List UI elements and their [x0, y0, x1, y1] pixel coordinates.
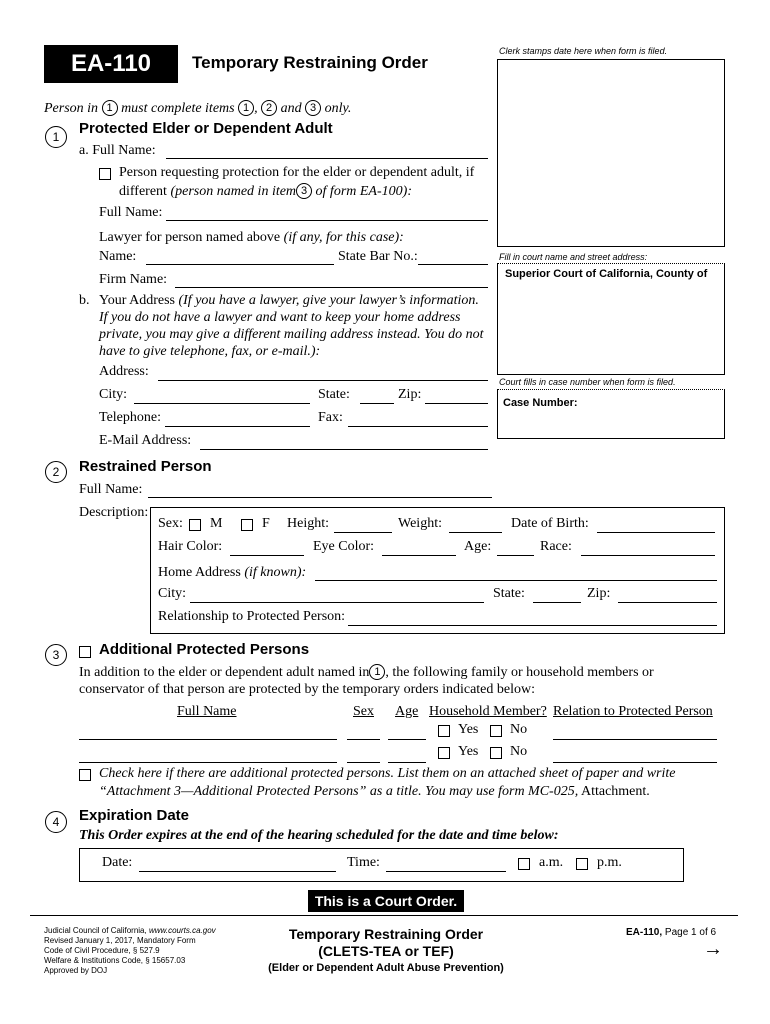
address-field[interactable] — [158, 380, 488, 381]
footer-rule — [30, 915, 738, 916]
telephone-field[interactable] — [165, 426, 310, 427]
restrained-city-field[interactable] — [190, 602, 484, 603]
race-field[interactable] — [581, 555, 715, 556]
row1-no-label: No — [510, 722, 528, 737]
label-email: E-Mail Address: — [99, 433, 192, 448]
person-requesting-text-1: Person requesting protection for the elder or dependent adult, if — [119, 165, 475, 180]
next-page-arrow-icon: → — [703, 938, 723, 960]
pm-checkbox[interactable] — [576, 858, 588, 870]
row1-age-field[interactable] — [388, 739, 426, 740]
label-city: City: — [99, 387, 128, 402]
requester-full-name-field[interactable] — [166, 220, 488, 221]
hair-color-field[interactable] — [230, 555, 304, 556]
label-protected-full-name: a. Full Name: — [79, 143, 156, 158]
label-age: Age: — [464, 539, 492, 554]
person-requesting-text-2: different (person named in item 3 of form EA-100): — [119, 184, 412, 199]
row2-yes-checkbox[interactable] — [438, 747, 450, 759]
label-restrained-state: State: — [493, 586, 525, 601]
row1-yes-checkbox[interactable] — [438, 725, 450, 737]
city-field[interactable] — [134, 403, 310, 404]
address-instructions-3: private, you may give a different mailing address instead. You do not — [99, 327, 484, 342]
person-requesting-checkbox[interactable] — [99, 168, 111, 180]
court-name-label: Superior Court of California, County of — [505, 268, 708, 280]
row2-sex-field[interactable] — [347, 762, 380, 763]
label-requester-full-name: Full Name: — [99, 205, 163, 220]
firm-name-field[interactable] — [175, 287, 488, 288]
label-am: a.m. — [539, 855, 564, 870]
sex-m-checkbox[interactable] — [189, 519, 201, 531]
label-eye-color: Eye Color: — [313, 539, 375, 554]
label-description: Description: — [79, 505, 149, 520]
label-restrained-city: City: — [158, 586, 187, 601]
address-instructions-2: If you do not have a lawyer and want to keep your home address — [99, 310, 461, 325]
age-field[interactable] — [497, 555, 534, 556]
label-hair-color: Hair Color: — [158, 539, 223, 554]
row1-full-name-field[interactable] — [79, 739, 337, 740]
sex-f-checkbox[interactable] — [241, 519, 253, 531]
address-instructions-1: Your Address (If you have a lawyer, give your lawyer’s information. — [99, 293, 479, 308]
label-state: State: — [318, 387, 350, 402]
protected-full-name-field[interactable] — [166, 158, 488, 159]
label-dob: Date of Birth: — [511, 516, 589, 531]
label-restrained-full-name: Full Name: — [79, 482, 143, 497]
case-number-note: Court fills in case number when form is filed. — [499, 377, 676, 387]
additional-persons-checkbox[interactable] — [79, 646, 91, 658]
attachment-text-1: Check here if there are additional protected persons. List them on an attached sheet of paper and write — [99, 766, 676, 781]
label-height: Height: — [287, 516, 329, 531]
label-address: Address: — [99, 364, 149, 379]
section-1-number: 1 — [45, 126, 67, 148]
footer-citation: Judicial Council of California, www.courts.ca.gov Revised January 1, 2017, Mandatory Form Code of Civil Procedure, § 527.9 Welfare & Institutions Code, § 15657.03 Approved by DOJ — [44, 926, 216, 975]
am-checkbox[interactable] — [518, 858, 530, 870]
state-bar-field[interactable] — [418, 264, 488, 265]
label-date: Date: — [102, 855, 133, 870]
address-instructions-4: have to give telephone, fax, or e-mail.): — [99, 344, 321, 359]
label-state-bar: State Bar No.: — [338, 249, 418, 264]
label-fax: Fax: — [318, 410, 343, 425]
section-2-number: 2 — [45, 461, 67, 483]
row1-yes-label: Yes — [458, 722, 479, 737]
row2-yes-label: Yes — [458, 744, 479, 759]
row1-relation-field[interactable] — [553, 739, 717, 740]
case-number-box[interactable] — [497, 389, 725, 439]
form-title: Temporary Restraining Order — [192, 53, 428, 72]
expiration-box — [79, 848, 684, 882]
col-sex: Sex — [353, 704, 374, 719]
row1-sex-field[interactable] — [347, 739, 380, 740]
weight-field[interactable] — [449, 532, 502, 533]
eye-color-field[interactable] — [382, 555, 456, 556]
court-name-box[interactable] — [497, 263, 725, 375]
section-3-text-1: In addition to the elder or dependent adult named in 1 , the following family or household members or — [79, 665, 654, 680]
clerk-stamp-box — [497, 59, 725, 247]
footer-title: Temporary Restraining Order (CLETS-TEA or TEF) (Elder or Dependent Adult Abuse Prevention) — [268, 926, 504, 974]
section-4-title: Expiration Date — [79, 807, 190, 824]
lawyer-name-field[interactable] — [146, 264, 334, 265]
court-order-banner: This is a Court Order. — [308, 890, 464, 912]
row1-no-checkbox[interactable] — [490, 725, 502, 737]
home-address-field[interactable] — [315, 580, 717, 581]
label-zip: Zip: — [398, 387, 422, 402]
row2-no-checkbox[interactable] — [490, 747, 502, 759]
fax-field[interactable] — [348, 426, 488, 427]
label-telephone: Telephone: — [99, 410, 161, 425]
label-race: Race: — [540, 539, 572, 554]
label-m: M — [210, 516, 223, 531]
section-3-number: 3 — [45, 644, 67, 666]
label-time: Time: — [347, 855, 380, 870]
restrained-full-name-field[interactable] — [148, 497, 492, 498]
state-field[interactable] — [360, 403, 394, 404]
row2-age-field[interactable] — [388, 762, 426, 763]
label-f: F — [262, 516, 270, 531]
intro-line: Person in 1 must complete items 1 , 2 and 3 only. — [44, 101, 352, 116]
attachment-text-2: “Attachment 3—Additional Protected Persons” as a title. You may use form MC-025, Attachment. — [99, 784, 650, 799]
relationship-field[interactable] — [348, 625, 717, 626]
zip-field[interactable] — [425, 403, 488, 404]
form-id-box: EA-110 — [44, 45, 178, 83]
label-weight: Weight: — [398, 516, 442, 531]
footer-page: EA-110, Page 1 of 6 — [626, 927, 717, 938]
court-fill-note: Fill in court name and street address: — [499, 252, 648, 262]
time-field[interactable] — [386, 871, 506, 872]
restrained-zip-field[interactable] — [618, 602, 717, 603]
label-lawyer-name: Name: — [99, 249, 137, 264]
row2-relation-field[interactable] — [553, 762, 717, 763]
col-household: Household Member? — [429, 704, 547, 719]
label-sex: Sex: — [158, 516, 183, 531]
case-number-label: Case Number: — [503, 397, 578, 409]
label-restrained-zip: Zip: — [587, 586, 611, 601]
height-field[interactable] — [334, 532, 392, 533]
label-relationship: Relationship to Protected Person: — [158, 609, 346, 624]
col-relation: Relation to Protected Person — [553, 704, 713, 719]
section-4-number: 4 — [45, 811, 67, 833]
additional-persons-attachment-checkbox[interactable] — [79, 769, 91, 781]
label-b: b. — [79, 293, 90, 308]
date-field[interactable] — [139, 871, 336, 872]
section-3-text-2: conservator of that person are protected by the temporary orders indicated below: — [79, 682, 535, 697]
restrained-state-field[interactable] — [533, 602, 581, 603]
col-age: Age — [395, 704, 419, 719]
email-field[interactable] — [200, 449, 488, 450]
row2-no-label: No — [510, 744, 528, 759]
section-1-title: Protected Elder or Dependent Adult — [79, 120, 333, 137]
section-4-subtitle: This Order expires at the end of the hearing scheduled for the date and time below: — [79, 828, 559, 843]
clerk-note: Clerk stamps date here when form is filed. — [499, 46, 668, 56]
label-pm: p.m. — [597, 855, 622, 870]
section-2-title: Restrained Person — [79, 458, 212, 475]
label-firm-name: Firm Name: — [99, 272, 168, 287]
row2-full-name-field[interactable] — [79, 762, 337, 763]
label-home-address: Home Address (if known): — [158, 565, 307, 580]
dob-field[interactable] — [597, 532, 715, 533]
section-3-title: Additional Protected Persons — [99, 641, 310, 658]
col-full-name: Full Name — [177, 704, 237, 719]
lawyer-heading: Lawyer for person named above (if any, for this case): — [99, 230, 404, 245]
